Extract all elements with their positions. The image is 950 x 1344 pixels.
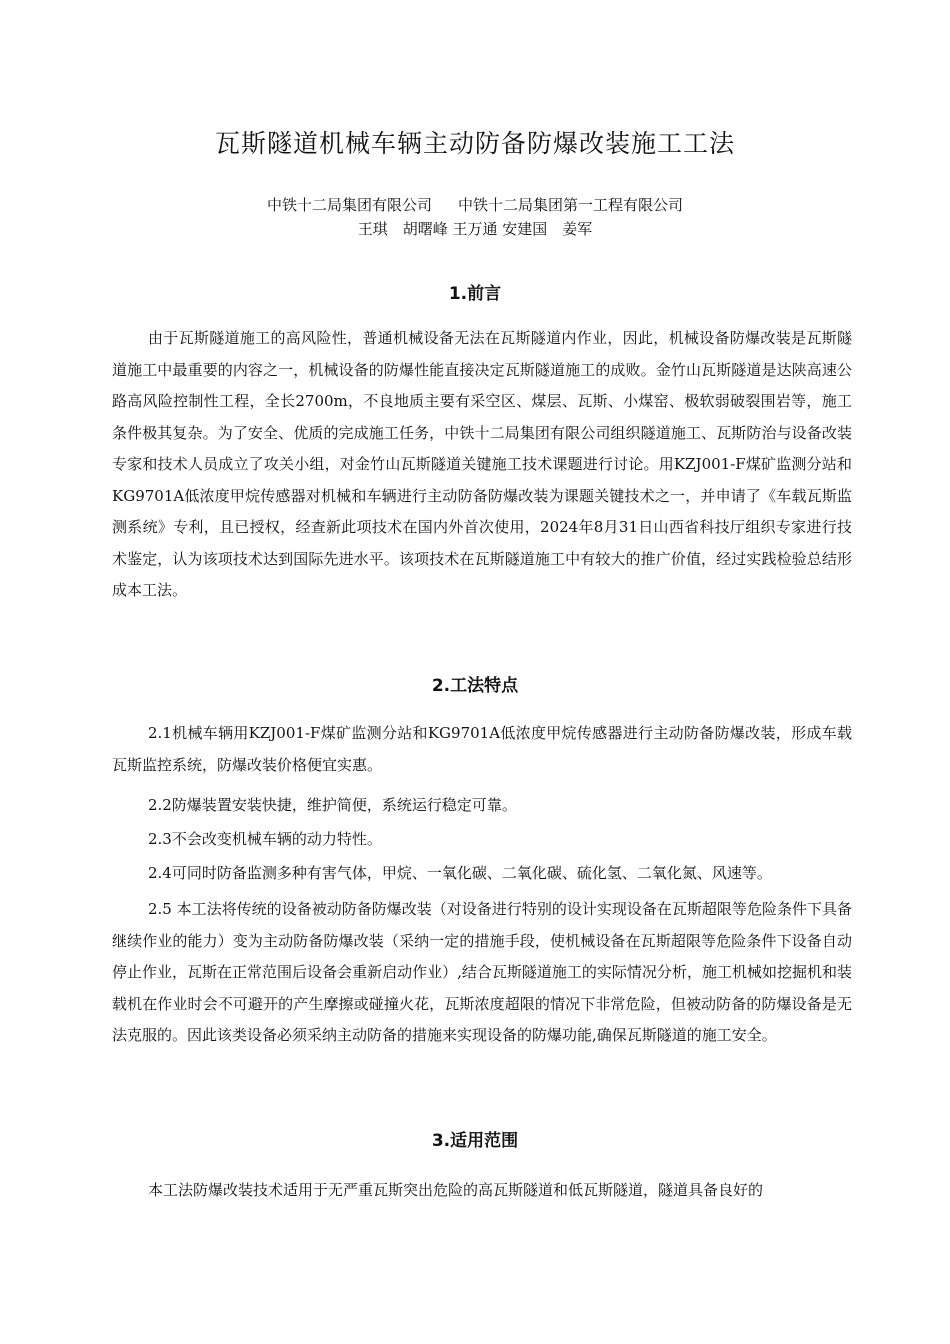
section-2-item-2-3: 2.3不会改变机械车辆的动力特性。 xyxy=(148,830,382,848)
section-heading-1: 1.前言 xyxy=(448,284,502,304)
document-title: 瓦斯隧道机械车辆主动防备防爆改装施工工法 xyxy=(214,129,735,158)
author-list: 王琪 胡曙峰 王万通 安建国 姜军 xyxy=(357,220,593,238)
section-2-item-2-1: 2.1机械车辆用KZJ001-F煤矿监测分站和KG9701A低浓度甲烷传感器进行主动防备防爆改装，形成车载瓦斯监控系统，防爆改装价格便宜实惠。 xyxy=(112,724,852,774)
section-2-item-2-2: 2.2防爆装置安装快捷，维护简便，系统运行稳定可靠。 xyxy=(148,796,517,814)
section-3-paragraph: 本工法防爆改装技术适用于无严重瓦斯突出危险的高瓦斯隧道和低瓦斯隧道，隧道具备良好的 xyxy=(148,1181,764,1199)
affiliations xyxy=(0,194,950,216)
section-2-item-2-5: 2.5 本工法将传统的设备被动防备防爆改装（对设备进行特别的设计实现设备在瓦斯超限等危险条件下具备继续作业的能力）变为主动防备防爆改装（采纳一定的措施手段，使机械设备在瓦斯超限等危险条件下设备自动停止作业，瓦斯在正常范围后设备会重新启动作业）,结合瓦斯隧道施工的实际情况分析，施工机械如挖掘机和装载机在作业时会不可避开的产生摩擦或碰撞火花，瓦斯浓度超限的情况下非常危险，但被动防备的防爆设备是无法克服的。因此该类设备必须采纳主动防备的措施来实现设备的防爆功能,确保瓦斯隧道的施工安全。 xyxy=(112,900,852,1044)
section-heading-3: 3.适用范围 xyxy=(431,1131,519,1151)
section-2-item-2-4: 2.4可同时防备监测多种有害气体，甲烷、一氧化碳、二氧化碳、硫化氢、二氧化氮、风速等。 xyxy=(148,864,772,882)
section-1-paragraph: 由于瓦斯隧道施工的高风险性，普通机械设备无法在瓦斯隧道内作业，因此，机械设备防爆改装是瓦斯隧道施工中最重要的内容之一，机械设备的防爆性能直接决定瓦斯隧道施工的成败。金竹山瓦斯隧道是达陕高速公路高风险控制性工程，全长2700m，不良地质主要有采空区、煤层、瓦斯、小煤窑、极软弱破裂围岩等，施工条件极其复杂。为了安全、优质的完成施工任务，中铁十二局集团有限公司组织隧道施工、瓦斯防治与设备改装专家和技术人员成立了攻关小组，对金竹山瓦斯隧道关键施工技术课题进行讨论。用KZJ001-F煤矿监测分站和KG9701A低浓度甲烷传感器对机械和车辆进行主动防备防爆改装为课题关键技术之一，并申请了《车载瓦斯监测系统》专利，且已授权，经查新此项技术在国内外首次使用，2024年8月31日山西省科技厅组织专家进行技术鉴定，认为该项技术达到国际先进水平。该项技术在瓦斯隧道施工中有较大的推广价值，经过实践检验总结形成本工法。 xyxy=(112,329,852,599)
affiliation-2: 中铁十二局集团第一工程有限公司 xyxy=(458,196,684,214)
section-heading-2: 2.工法特点 xyxy=(431,676,519,696)
affiliation-1: 中铁十二局集团有限公司 xyxy=(266,196,432,214)
